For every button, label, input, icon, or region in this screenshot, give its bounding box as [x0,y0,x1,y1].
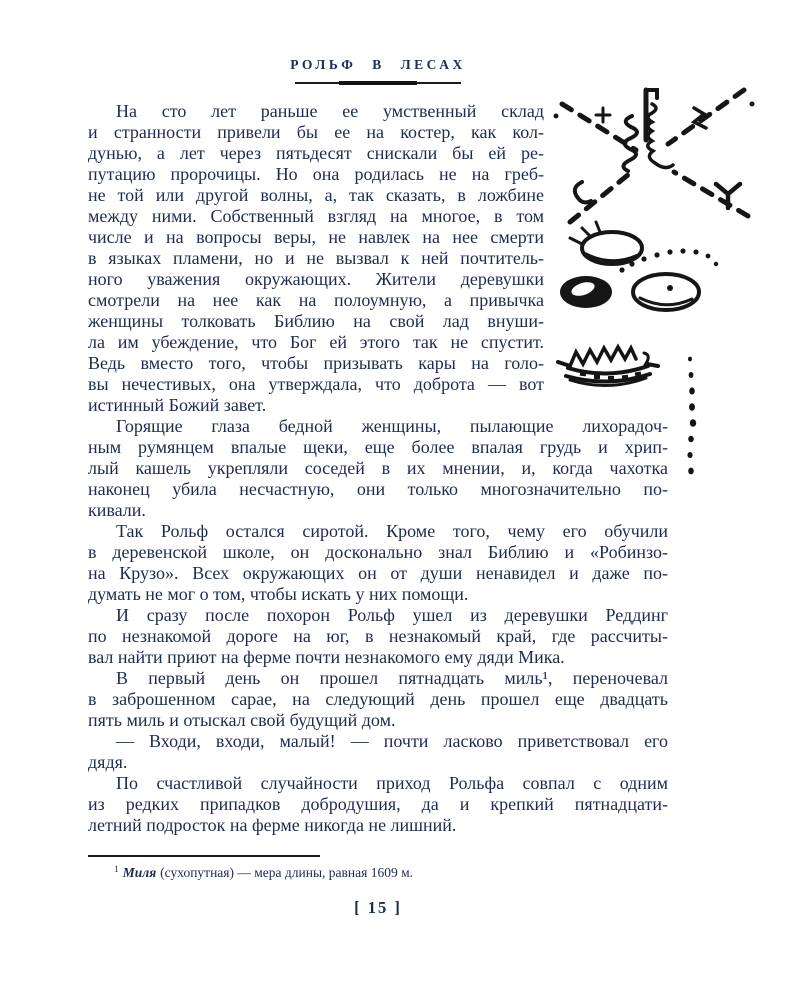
text-line: истинный Божий завет. [88,395,267,415]
text-line: из редких припадков добродушия, да и крепкий пятнадцати- [88,794,668,814]
text-line: дунью, а лет через пятьдесят снискали бы ей ре- [88,143,544,163]
text-line: в деревенской школе, он досконально знал Библию и «Робинзо- [88,542,668,562]
page-title: РОЛЬФ В ЛЕСАХ [290,57,466,72]
trail-cross-sketch [546,80,758,230]
footnote-rule [88,855,320,857]
text-line: путацию пророчицы. Но она родилась не на греб- [88,164,544,184]
text-line: пять миль и отыскал свой будущий дом. [88,710,396,730]
text-line: летний подросток на ферме никогда не лишний. [88,815,457,835]
text-line: вал найти приют на ферме почти незнакомого ему дяди Мика. [88,647,565,667]
text-line: думать не мог о том, чтобы искать у них помощи. [88,584,469,604]
text-line: Так Рольф остался сиротой. Кроме того, чему его обучили [116,521,668,541]
page-number: [ 15 ] [354,898,402,917]
header-rule [295,81,461,86]
text-line: не той или другой волны, а, так сказать, в ложбине [88,185,544,205]
text-line: Горящие глаза бедной женщины, пылающие лихорадоч- [116,416,668,436]
text-line: И сразу после похорон Рольф ушел из деревушки Реддинг [116,605,668,625]
header-rule-thick [339,81,417,85]
text-line: числе и на вопросы веры, не навлек на нее смерти [88,227,544,247]
footnote-term: Миля [122,865,157,880]
footnote-text [88,865,608,881]
text-line: кивали. [88,500,146,520]
footnote [88,855,608,881]
text-line: в языках пламени, но и не вызвал к ней почтитель- [88,248,544,268]
text-line: вы нечестивых, она утверждала, что доброта — вот [88,374,544,394]
text-line: ла им убеждение, что Бог ей этого так не спустит. [88,332,544,352]
text-line: наконец убила несчастную, они только многозначительно по- [88,479,668,499]
text-line: по незнакомой дороге на юг, в незнакомый край, где рассчиты- [88,626,668,646]
footnote-marker: 1 [114,865,119,875]
text-line: По счастливой случайности приход Рольфа совпал с одним [116,773,668,793]
dotted-margin-line [684,354,698,476]
text-line: дядя. [88,752,128,772]
text-line: смотрели на нее как на полоумную, а привычка [88,290,544,310]
stones-sketch [556,218,726,318]
text-line: ного уважения окружающих. Жители деревушки [88,269,544,289]
text-line: ным румянцем впалые щеки, еще более впалая грудь и хрип- [88,437,668,457]
text-line: лый кашель укрепляли соседей в их мнении, и, когда чахотка [88,458,668,478]
text-line: женщины толковать Библию на свой лад внуши- [88,311,544,331]
text-line: На сто лет раньше ее умственный склад [116,101,544,121]
text-line: — Входи, входи, малый! — почти ласково приветствовал его [116,731,668,751]
text-line: Ведь вместо того, чтобы призывать кары на голо- [88,353,544,373]
text-line: между ними. Собственный взгляд на многое, в том [88,206,544,226]
footnote-definition: (сухопутная) — мера длины, равная 1609 м. [160,865,413,880]
text-line: на Крузо». Всех окружающих он от души ненавидел и даже по- [88,563,668,583]
text-line: и странности привели бы ее на костер, как кол- [88,122,544,142]
text-line: в заброшенном сарае, на следующий день прошел еще двадцать [88,689,668,709]
crown-sketch [556,336,660,388]
text-line: В первый день он прошел пятнадцать миль¹, переночевал [116,668,668,688]
